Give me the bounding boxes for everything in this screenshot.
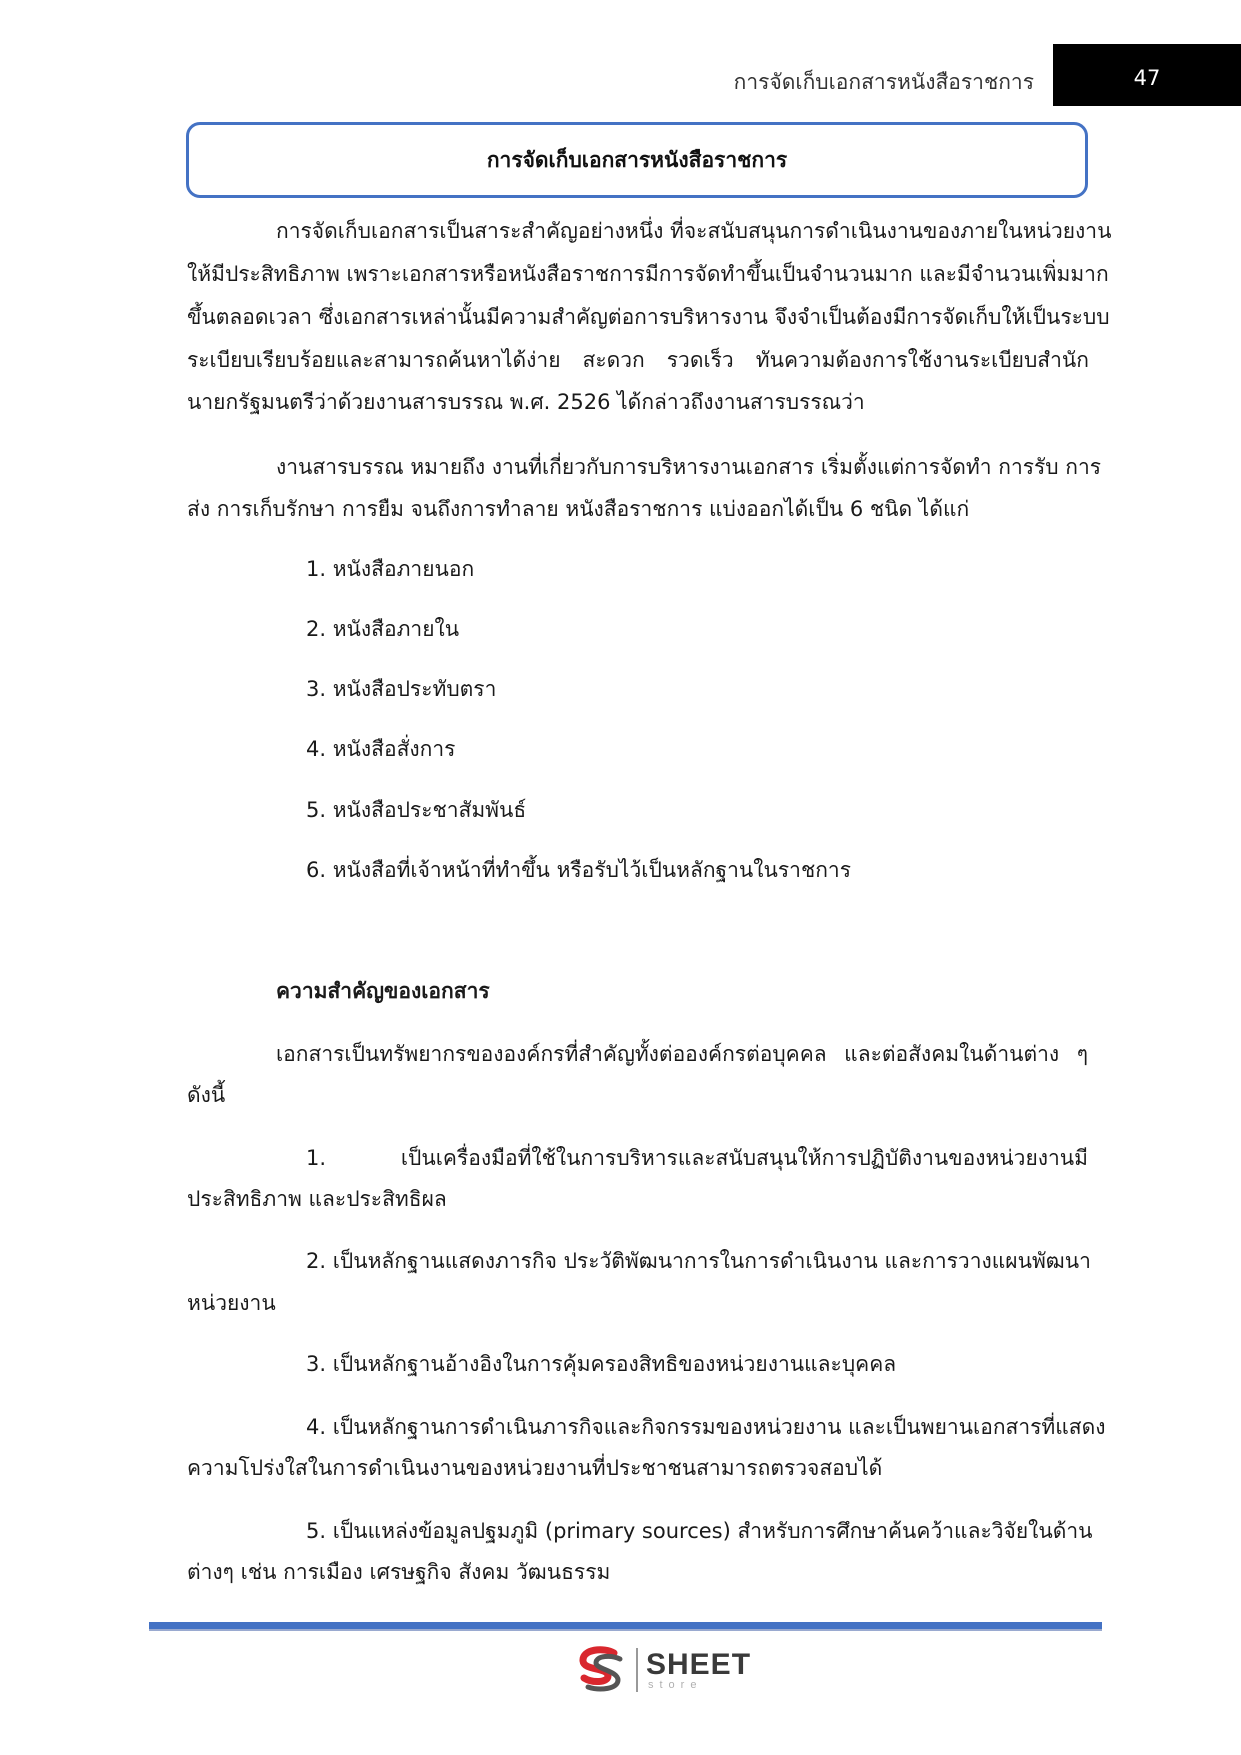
importance-intro-line-1: เอกสารเป็นทรัพยากรขององค์กรที่สำคัญทั้งต่อองค์กรต่อบุคคล และต่อสังคมในด้านต่าง ๆ (276, 1042, 1088, 1066)
point-2-rest: หน่วยงาน (187, 1291, 276, 1315)
list-item: 3. หนังสือประทับตรา (306, 677, 497, 701)
importance-heading: ความสำคัญของเอกสาร (276, 979, 490, 1003)
point-4-rest: ความโปร่งใสในการดำเนินงานของหน่วยงานที่ประชาชนสามารถตรวจสอบได้ (187, 1456, 883, 1480)
running-header-title: การจัดเก็บเอกสารหนังสือราชการ (733, 70, 1034, 94)
logo-text (646, 1647, 752, 1691)
logo-sub: store (648, 1678, 703, 1691)
list-item: 2. หนังสือภายใน (306, 617, 460, 641)
point-5-first: 5. เป็นแหล่งข้อมูลปฐมภูมิ (primary sources) สำหรับการศึกษาค้นคว้าและวิจัยในด้าน (306, 1519, 1093, 1543)
definition-line-1: งานสารบรรณ หมายถึง งานที่เกี่ยวกับการบริหารงานเอกสาร เริ่มตั้งแต่การจัดทำ การรับ การ (276, 455, 1102, 479)
page-number: 47 (1133, 66, 1161, 90)
list-item: 4. หนังสือสั่งการ (306, 737, 456, 761)
list-item: 5. หนังสือประชาสัมพันธ์ (306, 798, 527, 822)
logo-word: SHEET (646, 1647, 752, 1681)
logo-divider (636, 1648, 638, 1692)
list-item: 1. หนังสือภายนอก (306, 557, 475, 581)
intro-line-3: ขึ้นตลอดเวลา ซึ่งเอกสารเหล่านั้นมีความสำคัญต่อการบริหารงาน จึงจำเป็นต้องมีการจัดเก็บให้เป็นระบบ (187, 305, 1110, 329)
intro-line-5: นายกรัฐมนตรีว่าด้วยงานสารบรรณ พ.ศ. 2526 ได้กล่าวถึงงานสารบรรณว่า (187, 390, 865, 414)
point-4-first: 4. เป็นหลักฐานการดำเนินภารกิจและกิจกรรมของหน่วยงาน และเป็นพยานเอกสารที่แสดง (306, 1415, 1106, 1439)
footer-logo (574, 1645, 751, 1695)
section-title-box (186, 122, 1088, 198)
section-title: การจัดเก็บเอกสารหนังสือราชการ (486, 147, 788, 172)
page-number-box (1053, 44, 1241, 106)
intro-line-4: ระเบียบเรียบร้อยและสามารถค้นหาได้ง่าย สะดวก รวดเร็ว ทันความต้องการใช้งานระเบียบสำนัก (187, 348, 1089, 372)
point-3-first: 3. เป็นหลักฐานอ้างอิงในการคุ้มครองสิทธิของหน่วยงานและบุคคล (306, 1352, 897, 1376)
point-2-first: 2. เป็นหลักฐานแสดงภารกิจ ประวัติพัฒนาการในการดำเนินงาน และการวางแผนพัฒนา (306, 1249, 1091, 1273)
sheet-store-logo-icon (574, 1645, 628, 1695)
point-1-first: 1. เป็นเครื่องมือที่ใช้ในการบริหารและสนับสนุนให้การปฏิบัติงานของหน่วยงานมี (306, 1146, 1088, 1170)
intro-line-1: การจัดเก็บเอกสารเป็นสาระสำคัญอย่างหนึ่ง ที่จะสนับสนุนการดำเนินงานของภายในหน่วยงาน (276, 219, 1112, 243)
definition-line-2: ส่ง การเก็บรักษา การยืม จนถึงการทำลาย หนังสือราชการ แบ่งออกได้เป็น 6 ชนิด ได้แก่ (187, 497, 970, 521)
footer-rule (149, 1622, 1102, 1631)
intro-line-2: ให้มีประสิทธิภาพ เพราะเอกสารหรือหนังสือราชการมีการจัดทำขึ้นเป็นจำนวนมาก และมีจำนวนเพิ่มมาก (187, 262, 1109, 286)
point-1-rest: ประสิทธิภาพ และประสิทธิผล (187, 1187, 447, 1211)
importance-intro-line-2: ดังนี้ (187, 1083, 226, 1107)
list-item: 6. หนังสือที่เจ้าหน้าที่ทำขึ้น หรือรับไว้เป็นหลักฐานในราชการ (306, 858, 852, 882)
point-5-rest: ต่างๆ เช่น การเมือง เศรษฐกิจ สังคม วัฒนธรรม (187, 1560, 611, 1584)
